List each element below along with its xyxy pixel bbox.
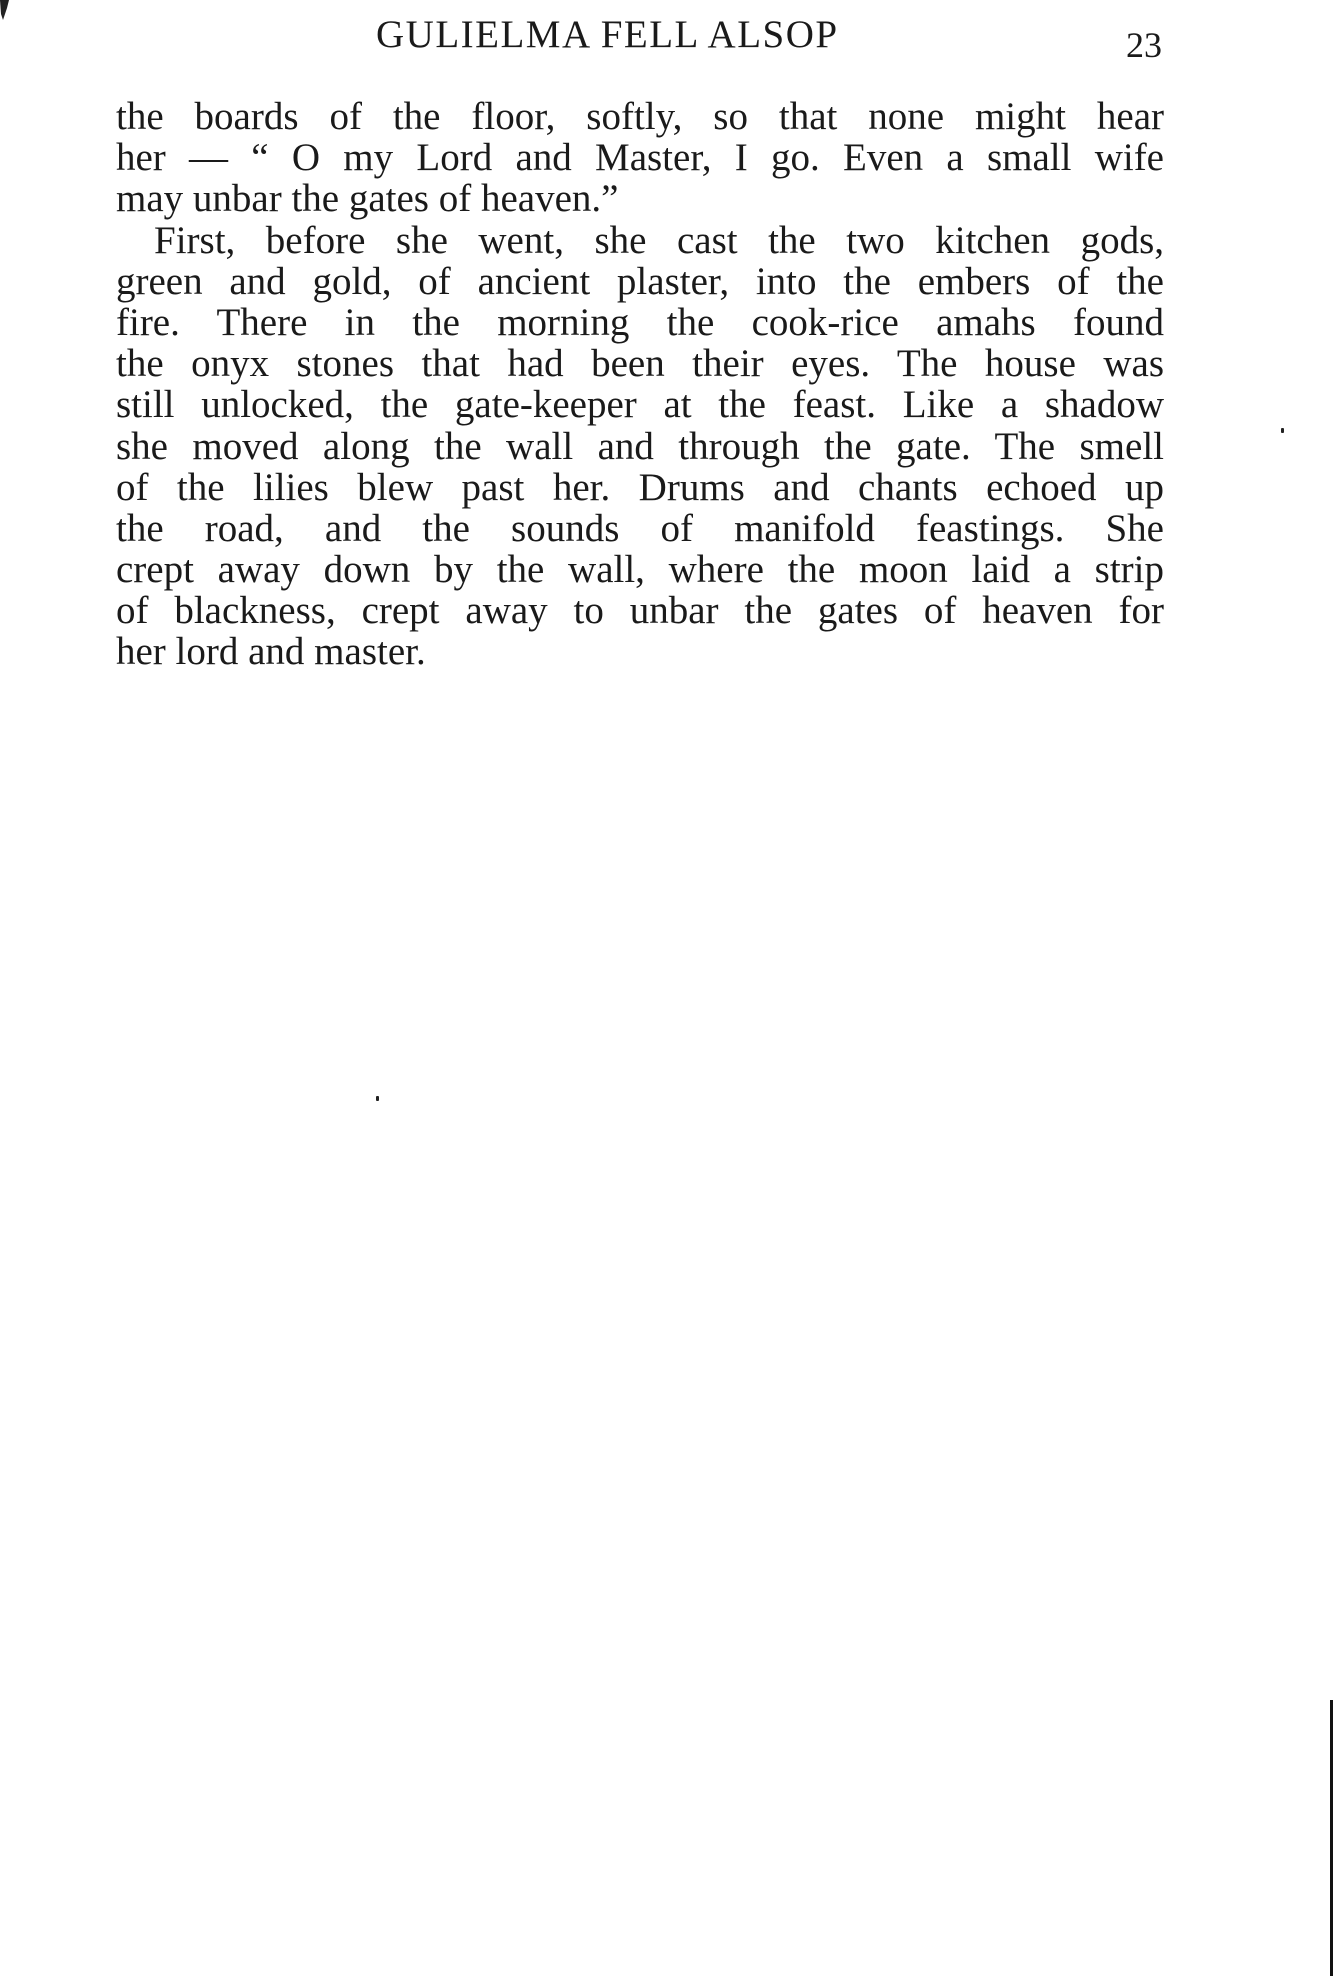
page-number: 23 bbox=[1126, 25, 1162, 65]
text-line: the boards of the floor, softly, so that none might hear bbox=[116, 95, 1164, 138]
text-line: may unbar the gates of heaven.” bbox=[116, 177, 619, 221]
text-line: fire. There in the morning the cook-rice amahs found bbox=[116, 300, 1164, 344]
ink-speck bbox=[376, 1096, 379, 1101]
running-title: GULIELMA FELL ALSOP bbox=[376, 13, 839, 56]
text-line: her lord and master. bbox=[116, 630, 426, 674]
text-line: still unlocked, the gate-keeper at the feast. Like a shadow bbox=[116, 383, 1164, 427]
text-line: green and gold, of ancient plaster, into the embers of the bbox=[116, 259, 1164, 303]
text-line: the road, and the sounds of manifold feastings. She bbox=[116, 506, 1164, 550]
text-line: crept away down by the wall, where the moon laid a strip bbox=[116, 548, 1164, 592]
text-line: she moved along the wall and through the gate. The smell bbox=[116, 424, 1164, 468]
text-line: of blackness, crept away to unbar the gates of heaven for bbox=[116, 589, 1164, 633]
corner-ink-mark bbox=[0, 0, 10, 22]
page-edge-line bbox=[1330, 1700, 1333, 1976]
text-line: her — “ O my Lord and Master, I go. Even a small wife bbox=[116, 136, 1164, 180]
ink-speck bbox=[1281, 428, 1284, 433]
text-line: of the lilies blew past her. Drums and chants echoed up bbox=[116, 465, 1164, 509]
paragraph-first-line: First, before she went, she cast the two kitchen gods, bbox=[154, 218, 1164, 262]
text-line: the onyx stones that had been their eyes. The house was bbox=[116, 342, 1164, 386]
body-text bbox=[116, 96, 1164, 673]
